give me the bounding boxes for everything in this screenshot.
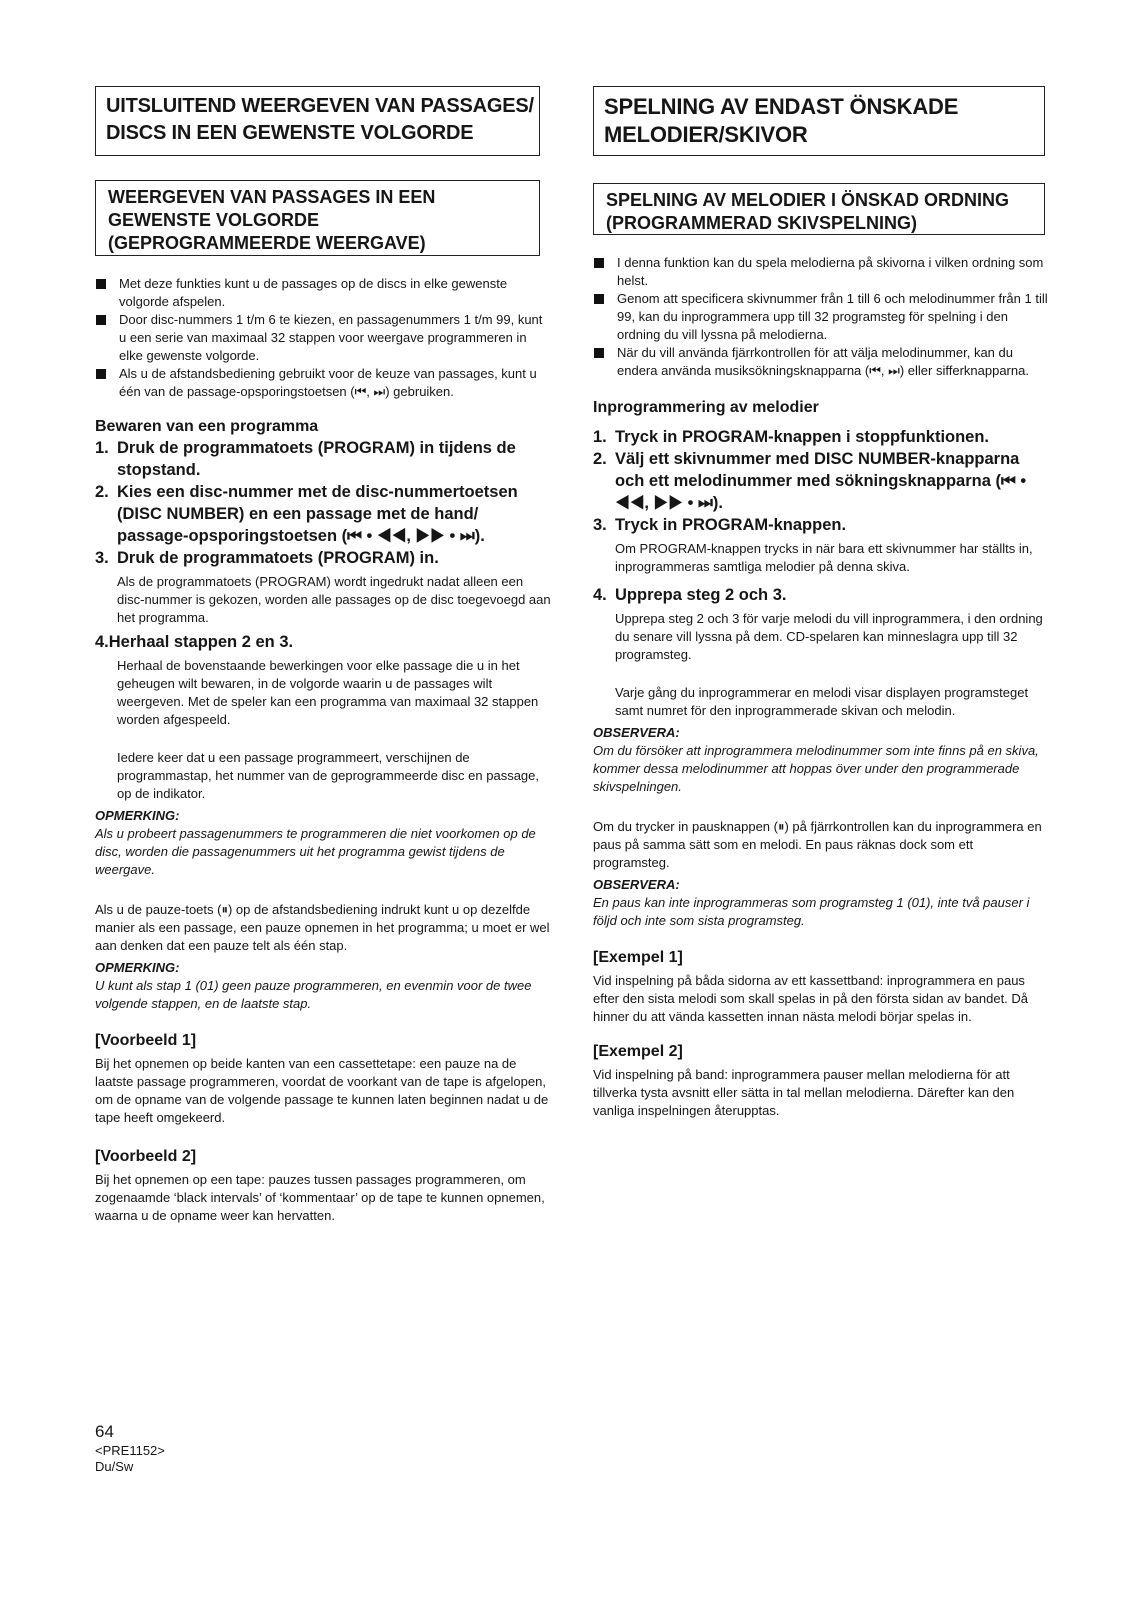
main-title-line: UITSLUITEND WEERGEVEN VAN PASSAGES/ — [106, 95, 534, 117]
main-title-box-du — [95, 86, 540, 156]
note-text: Om du försöker att inprogrammera melodinummer som inte finns på en skiva, kommer dessa melodinummer att hoppas över under den programmerade skivspelningen. — [593, 743, 1039, 794]
step-text: Druk de programmatoets (PROGRAM) in. — [117, 549, 439, 567]
sub-title-line: GEWENSTE VOLGORDE — [108, 210, 320, 230]
bullet-item: Met deze funkties kunt u de passages op de discs in elke gewenste volgorde afspelen. — [95, 275, 551, 311]
step-text: Tryck in PROGRAM-knappen i stoppfunktionen. — [615, 428, 990, 446]
page-footer — [95, 1421, 165, 1475]
sub-title-box-sw — [593, 183, 1045, 235]
sub-title-line: SPELNING AV MELODIER I ÖNSKAD ORDNING — [606, 190, 1010, 210]
bullet-item: Genom att specificera skivnummer från 1 till 6 och melodinummer från 1 till 99, kan du inprogrammera upp till 32 programsteg för spelning i den ordning du vill lyssna på melodierna. — [593, 290, 1048, 344]
step-text: Välj ett skivnummer med DISC NUMBER-knapparna och ett melodinummer med sökningsknapparna (⏮ • ◀◀, ▶▶ • ⏭). — [615, 450, 1027, 512]
main-title-line: SPELNING AV ENDAST ÖNSKADE — [604, 94, 959, 119]
step-text: Upprepa steg 2 och 3. — [615, 586, 787, 604]
step-description: Iedere keer dat u een passage programmeert, verschijnen de programmastap, het nummer van de geprogrammeerde disc en passage, op de indikator. — [117, 750, 539, 801]
swedish-body — [593, 254, 1048, 1120]
section-heading: Inprogrammering av melodier — [593, 399, 819, 416]
note-text: En paus kan inte inprogrammeras som programsteg 1 (01), inte två pauser i följd och inte som sista programsteg. — [593, 895, 1030, 928]
note-heading: OBSERVERA: — [593, 725, 680, 740]
step-3 — [593, 514, 1048, 536]
example-text: Bij het opnemen op beide kanten van een cassettetape: een pauze na de laatste passage programmeren, voordat de voorkant van de tape is afgelopen, om de opname van de volgende passage te kunnen laten beginnen nadat u de tape heeft omgekeerd. — [95, 1056, 549, 1125]
main-title-line: MELODIER/SKIVOR — [604, 122, 808, 147]
page-number: 64 — [95, 1422, 114, 1441]
step-number: 2. — [95, 483, 109, 501]
section-heading: Bewaren van een programma — [95, 418, 319, 435]
step-number: 1. — [593, 428, 607, 446]
pause-paragraph: Om du trycker in pausknappen (⏸) på fjärrkontrollen kan du inprogrammera en paus på samma sätt som en melodi. En paus räknas dock som ett programsteg. — [593, 819, 1042, 870]
step-2 — [593, 448, 1048, 514]
step-description: Varje gång du inprogrammerar en melodi visar displayen programsteget samt numret för den inprogrammerade skivan och melodin. — [615, 685, 1029, 718]
step-4: 4.Herhaal stappen 2 en 3. — [95, 633, 294, 651]
step-number: 4. — [593, 586, 607, 604]
step-1 — [95, 437, 551, 481]
step-2 — [95, 481, 551, 547]
step-description: Als de programmatoets (PROGRAM) wordt ingedrukt nadat alleen een disc-nummer is gekozen, worden alle passages op de disc toegevoegd aan het programma. — [117, 574, 551, 625]
step-number: 1. — [95, 439, 109, 457]
bullet-item: I denna funktion kan du spela melodierna på skivorna i vilken ordning som helst. — [593, 254, 1048, 290]
example-text: Vid inspelning på band: inprogrammera pauser mellan melodierna för att tillverka tysta avsnitt eller sätta in tal mellan melodierna. Därefter kan den vanliga inspelningen återupptas. — [593, 1067, 1015, 1118]
sub-title-box-du — [95, 180, 540, 256]
bullet-item: Als u de afstandsbediening gebruikt voor de keuze van passages, kunt u één van de passage-opsporingstoetsen (⏮, ⏭) gebruiken. — [95, 365, 551, 401]
dutch-body — [95, 275, 551, 1225]
model-code: <PRE1152> — [95, 1443, 165, 1458]
example-heading: [Exempel 1] — [593, 949, 683, 966]
example-text: Bij het opnemen op een tape: pauzes tussen passages programmeren, om zogenaamde ‘black intervals’ of ‘kommentaar’ op de tape te kunnen opnemen, waarna u de opname weer kan hervatten. — [95, 1172, 545, 1223]
pause-paragraph: Als u de pauze-toets (⏸) op de afstandsbediening indrukt kunt u op dezelfde manier als een passage, een pauze opnemen in het programma; u moet er wel aan denken dat een pauze telt als één stap. — [95, 902, 550, 953]
note-text: Als u probeert passagenummers te programmeren die niet voorkomen op de disc, worden die passagenummers uit het programma gewist tijdens de weergave. — [95, 826, 536, 877]
step-text: Druk de programmatoets (PROGRAM) in tijdens de stopstand. — [117, 439, 516, 479]
sub-title-line: WEERGEVEN VAN PASSAGES IN EEN — [108, 187, 436, 207]
example-heading: [Voorbeeld 1] — [95, 1032, 197, 1049]
example-heading: [Exempel 2] — [593, 1043, 683, 1060]
example-heading: [Voorbeeld 2] — [95, 1148, 197, 1165]
note-heading: OPMERKING: — [95, 808, 180, 823]
step-description: Herhaal de bovenstaande bewerkingen voor elke passage die u in het geheugen wilt bewaren, in de volgorde waarin u de passages wilt weergeven. Met de speler kan een programma van maximaal 32 stappen worden afgespeeld. — [117, 658, 539, 727]
bullet-item: Door disc-nummers 1 t/m 6 te kiezen, en passagenummers 1 t/m 99, kunt u een serie van maximaal 32 stappen voor weergave programmeren in elke gewenste volgorde. — [95, 311, 551, 365]
step-number: 3. — [593, 516, 607, 534]
sub-title-line: (GEPROGRAMMEERDE WEERGAVE) — [108, 233, 426, 253]
example-text: Vid inspelning på båda sidorna av ett kassettband: inprogrammera en paus efter den sista melodi som skall spelas in på den första sidan av bandet. Då hinner du att vända kassetten innan nästa melodi börjar spelas in. — [593, 973, 1029, 1024]
main-title-line: DISCS IN EEN GEWENSTE VOLGORDE — [106, 122, 474, 144]
language-codes: Du/Sw — [95, 1459, 134, 1474]
step-text: Kies een disc-nummer met de disc-nummertoetsen (DISC NUMBER) en een passage met de hand/ passage-opsporingstoetsen (⏮ • ◀◀, ▶▶ • ⏭). — [117, 483, 518, 545]
note-heading: OBSERVERA: — [593, 877, 680, 892]
note-text: U kunt als stap 1 (01) geen pauze programmeren, en evenmin voor de twee volgende stappen, en de laatste stap. — [95, 978, 532, 1011]
step-number: 3. — [95, 549, 109, 567]
step-4 — [593, 584, 1048, 606]
sub-title-line: (PROGRAMMERAD SKIVSPELNING) — [606, 213, 918, 233]
main-title-box-sw — [593, 86, 1045, 156]
step-3 — [95, 547, 551, 569]
step-description: Upprepa steg 2 och 3 för varje melodi du vill inprogrammera, i den ordning du senare vill lyssna på dem. CD-spelaren kan minneslagra upp till 32 programsteg. — [615, 611, 1043, 662]
note-heading: OPMERKING: — [95, 960, 180, 975]
step-1 — [593, 426, 1048, 448]
step-number: 2. — [593, 450, 607, 468]
step-text: Tryck in PROGRAM-knappen. — [615, 516, 847, 534]
step-description: Om PROGRAM-knappen trycks in när bara ett skivnummer har ställts in, inprogrammeras samtliga melodier på denna skiva. — [615, 541, 1033, 574]
bullet-item: När du vill använda fjärrkontrollen för att välja melodinummer, kan du endera använda musiksökningsknapparna (⏮, ⏭) eller sifferknapparna. — [593, 344, 1048, 380]
